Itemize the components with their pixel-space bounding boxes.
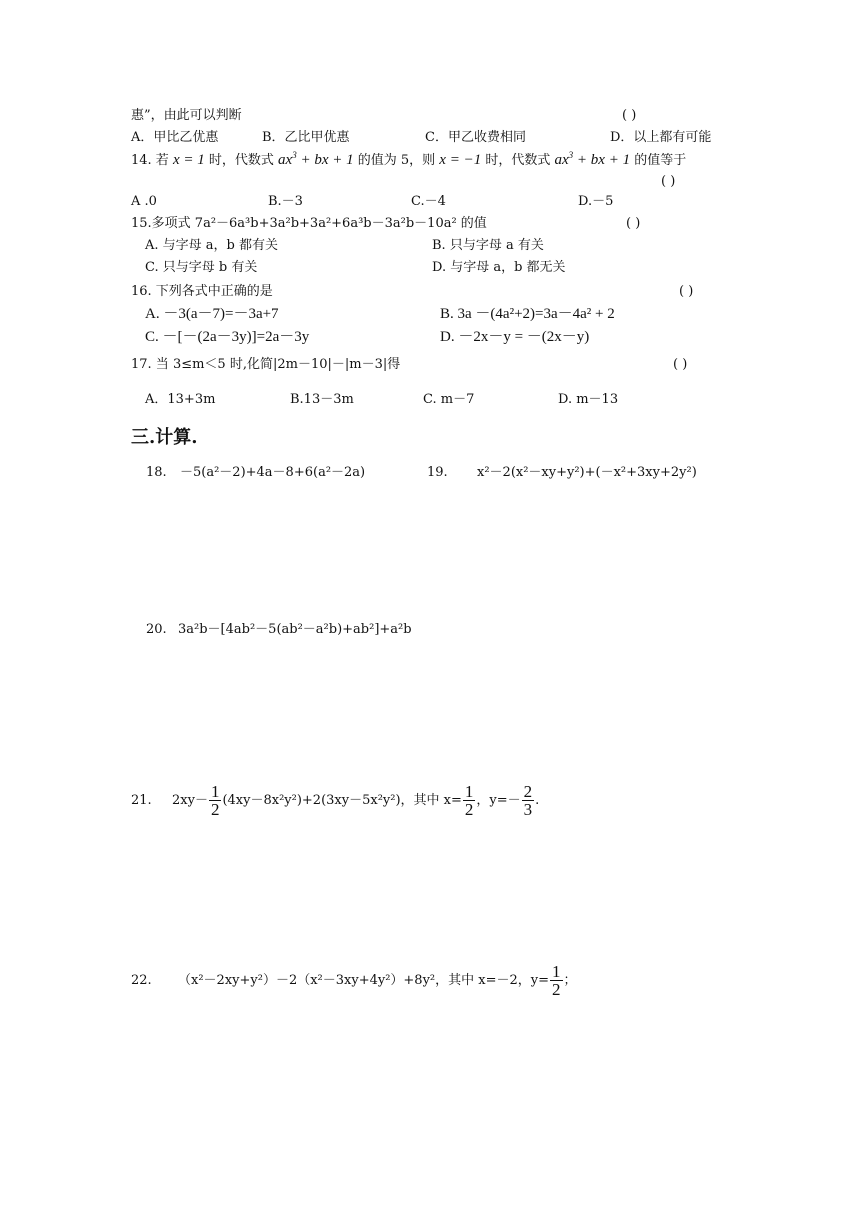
q15-option-c: C. 只与字母 b 有关: [145, 260, 258, 275]
q16-option-d: D. －2x－y = －(2x－y): [440, 329, 590, 345]
q21-fraction-coefficient: $\frac{1}{2}$: [210, 782, 220, 819]
q18-expression: －5(a²－2)+4a－8+6(a²－2a): [180, 465, 366, 480]
q21-body: (4xy－8x²y²)+2(3xy－5x²y²)，其中 x=: [222, 793, 462, 808]
q15-answer-blank: ( ): [626, 216, 641, 231]
q13-answer-blank: ( ): [622, 108, 637, 123]
q17-answer-blank: ( ): [673, 357, 688, 372]
q13-text: 惠”，由此可以判断: [131, 108, 242, 123]
q13-option-b: B．乙比甲优惠: [262, 130, 350, 145]
q21-mid: ，y=－: [476, 793, 521, 808]
q16-question: 16. 下列各式中正确的是: [131, 284, 273, 299]
q20-number: 20.: [146, 622, 167, 637]
q15-question: 15.多项式 7a²－6a³b+3a²b+3a²+6a³b－3a²b－10a² 的值: [131, 216, 487, 231]
q17-option-a: A．13+3m: [145, 392, 216, 407]
q14-condition-2: x = −1: [439, 152, 482, 168]
q14-option-c: C.－4: [411, 194, 446, 209]
q19-expression: x²－2(x²－xy+y²)+(－x²+3xy+2y²): [477, 465, 697, 480]
q15-option-a: A. 与字母 a，b 都有关: [145, 238, 278, 253]
q14-end: 的值等于: [634, 153, 687, 168]
q14-option-a: A .0: [131, 194, 157, 209]
section-heading: 三.计算.: [131, 427, 198, 448]
q21-expression: [172, 783, 539, 819]
q14-prefix: 14. 若: [131, 153, 169, 168]
q18-number: 18.: [146, 465, 167, 480]
q16-answer-blank: ( ): [679, 284, 694, 299]
q14-mid-3: 时，代数式: [485, 153, 551, 168]
q17-option-b: B.13－3m: [290, 392, 354, 407]
q22-end: ；: [563, 973, 577, 988]
q22-body: （x²－2xy+y²）－2（x²－3xy+4y²）+8y²，其中 x=－2，y=: [178, 973, 550, 988]
q21-fraction-y: $\frac{2}{3}$: [523, 782, 533, 819]
q20-expression: 3a²b－[4ab²－5(ab²－a²b)+ab²]+a²b: [178, 622, 412, 637]
q21-end: .: [535, 793, 540, 808]
q21-fraction-x: $\frac{1}{2}$: [464, 782, 474, 819]
q22-expression: [178, 963, 577, 999]
q14-expression-1: $ax^3$ + bx + 1: [278, 150, 354, 168]
q13-option-c: C．甲乙收费相同: [425, 130, 526, 145]
q14-condition-1: x = 1: [172, 152, 205, 168]
q19-number: 19.: [427, 465, 448, 480]
q15-option-b: B. 只与字母 a 有关: [432, 238, 544, 253]
q17-option-d: D. m－13: [558, 392, 619, 407]
q16-option-c: C. －[－(2a－3y)]=2a－3y: [145, 329, 310, 345]
q16-option-b: B. 3a －(4a²+2)=3a－4a² + 2: [440, 306, 615, 322]
q14-mid-2: 的值为 5，则: [357, 153, 436, 168]
q14-option-b: B.－3: [268, 194, 303, 209]
q22-number: 22.: [131, 973, 152, 988]
q15-option-d: D. 与字母 a，b 都无关: [432, 260, 566, 275]
q17-option-c: C. m－7: [423, 392, 475, 407]
q14-question: [131, 151, 686, 170]
q14-mid-1: 时，代数式: [208, 153, 274, 168]
q21-number: 21.: [131, 793, 152, 808]
q16-option-a: A. －3(a－7)=－3a+7: [145, 306, 279, 322]
q13-option-d: D．以上都有可能: [610, 130, 712, 145]
q22-fraction-y: $\frac{1}{2}$: [552, 962, 561, 999]
q14-option-d: D.－5: [578, 194, 614, 209]
q13-option-a: A．甲比乙优惠: [131, 130, 219, 145]
q17-question: 17. 当 3≤m＜5 时,化简|2m－10|－|m－3|得: [131, 357, 401, 372]
q21-lead: 2xy－: [172, 793, 208, 808]
q14-answer-blank: ( ): [661, 174, 676, 189]
q14-expression-2: $ax^3$ + bx + 1: [554, 150, 631, 168]
